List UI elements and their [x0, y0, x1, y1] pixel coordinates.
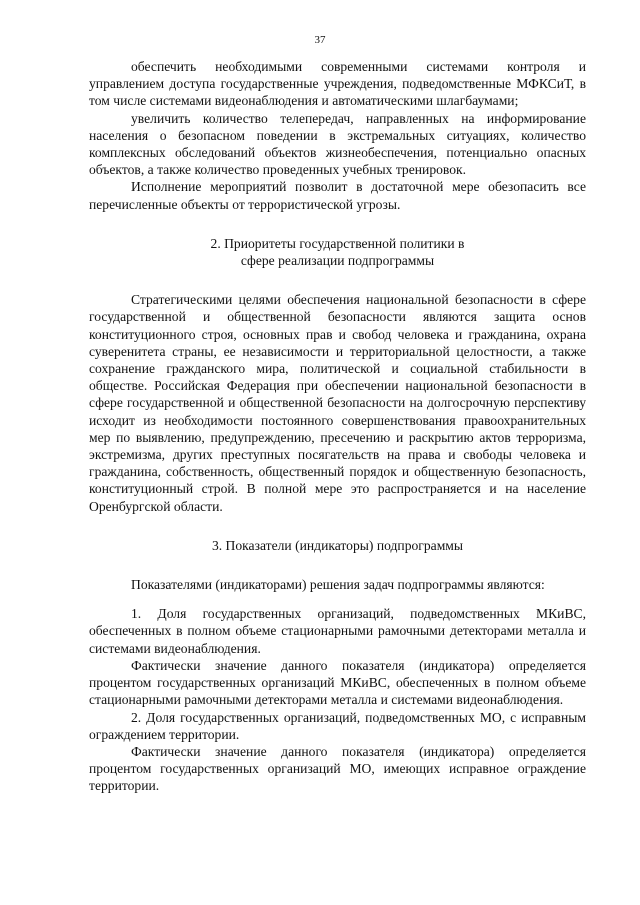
section-3-heading: 3. Показатели (индикаторы) подпрограммы [211, 537, 464, 553]
paragraph-broadcasts: увеличить количество телепередач, направленных на информирование населения о безопасном поведении в экстремальных ситуациях, количество комплексных обследований объектов жизнеобеспечения, потенциально опасных объектов, а также количество проведенных учебных тренировок. [89, 110, 586, 178]
paragraph-conclusion: Исполнение мероприятий позволит в достаточной мере обезопасить все перечисленные объекты от террористической угрозы. [89, 179, 586, 212]
section-2-heading [89, 235, 586, 269]
paragraph-indicators-intro: Показателями (индикаторами) решения задач подпрограммы являются: [131, 577, 545, 593]
indicator-item-1: 1. Доля государственных организаций, подведомственных МКиВС, обеспеченных в полном объеме стационарными рамочными детекторами металла и системами видеонаблюдения. [89, 606, 586, 656]
page-number: 37 [314, 34, 326, 46]
indicator-item-2-note: Фактически значение данного показателя (индикатора) определяется процентом государственных организаций МО, имеющих исправное ограждение территории. [89, 743, 586, 794]
paragraph-access-control: обеспечить необходимыми современными системами контроля и управлением доступа государственные учреждения, подведомственные МФКСиТ, в том числе системами видеонаблюдения и автоматическими шлагбаумами; [89, 59, 586, 109]
indicator-item-2: 2. Доля государственных организаций, подведомственных МО, с исправным ограждением территории. [89, 709, 586, 742]
section-2-heading-line1: 2. Приоритеты государственной политики в [210, 235, 465, 251]
indicator-item-1-note: Фактически значение данного показателя (индикатора) определяется процентом государственных организаций МКиВС, обеспеченных в полном объеме стационарными рамочными детекторами металла и системами видеонаблюдения. [89, 657, 586, 708]
document-body [89, 58, 586, 795]
paragraph-strategic-goals: Стратегическими целями обеспечения национальной безопасности в сфере государственной и общественной безопасности являются защита основ конституционного строя, основных прав и свобод человека и гражданина, охрана суверенитета страны, ее независимости и территориальной целостности, а также сохранение гражданского мира, политической и социальной стабильности в обществе. Российская Федерация при обеспечении национальной безопасности в сфере государственной и общественной безопасности на долгосрочную перспективу исходит из необходимости постоянного совершенствования правоохранительных мер по выявлению, предупреждению, пресечению и раскрытию актов терроризма, экстремизма, других преступных посягательств на права и свободы человека и гражданина, собственность, общественный порядок и общественную безопасность, конституционный строй. В полной мере это распространяется и на население Оренбургской области. [89, 292, 586, 514]
section-2-heading-line2: сфере реализации подпрограммы [240, 253, 435, 269]
